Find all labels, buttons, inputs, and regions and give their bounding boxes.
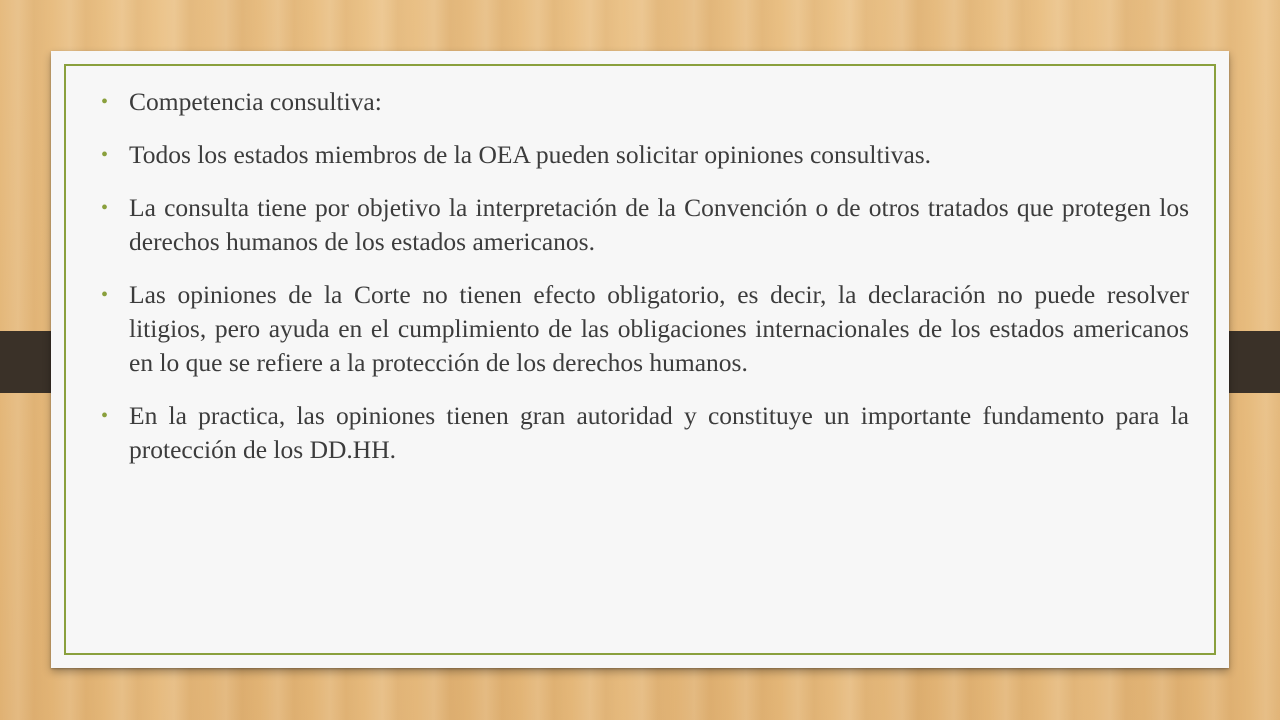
bullet-icon: • [101, 284, 109, 306]
bullet-text: La consulta tiene por objetivo la interpretación de la Convención o de otros tratados que protegen los derechos humanos de los estados americanos. [129, 193, 1189, 256]
bullet-text: Todos los estados miembros de la OEA pueden solicitar opiniones consultivas. [129, 140, 932, 169]
bullet-icon: • [101, 405, 109, 427]
bullet-text: Las opiniones de la Corte no tienen efecto obligatorio, es decir, la declaración no puede resolver litigios, pero ayuda en el cumplimiento de las obligaciones internacionales de los estados americanos en lo que se refiere a la protección de los derechos humanos. [129, 280, 1189, 377]
bullet-item-en-la-practica [101, 399, 1189, 467]
bullet-list [101, 85, 1189, 486]
bullet-item-competencia [101, 85, 1189, 119]
bullet-icon: • [101, 197, 109, 219]
bullet-icon: • [101, 144, 109, 166]
bullet-item-consulta-objetivo [101, 191, 1189, 259]
bullet-item-efecto-obligatorio [101, 278, 1189, 380]
slide-paper [51, 51, 1229, 668]
bullet-text: Competencia consultiva: [129, 87, 382, 116]
bullet-icon: • [101, 91, 109, 113]
bullet-text: En la practica, las opiniones tienen gran autoridad y constituye un importante fundamento para la protección de los DD.HH. [129, 401, 1189, 464]
bullet-item-estados-miembros [101, 138, 1189, 172]
